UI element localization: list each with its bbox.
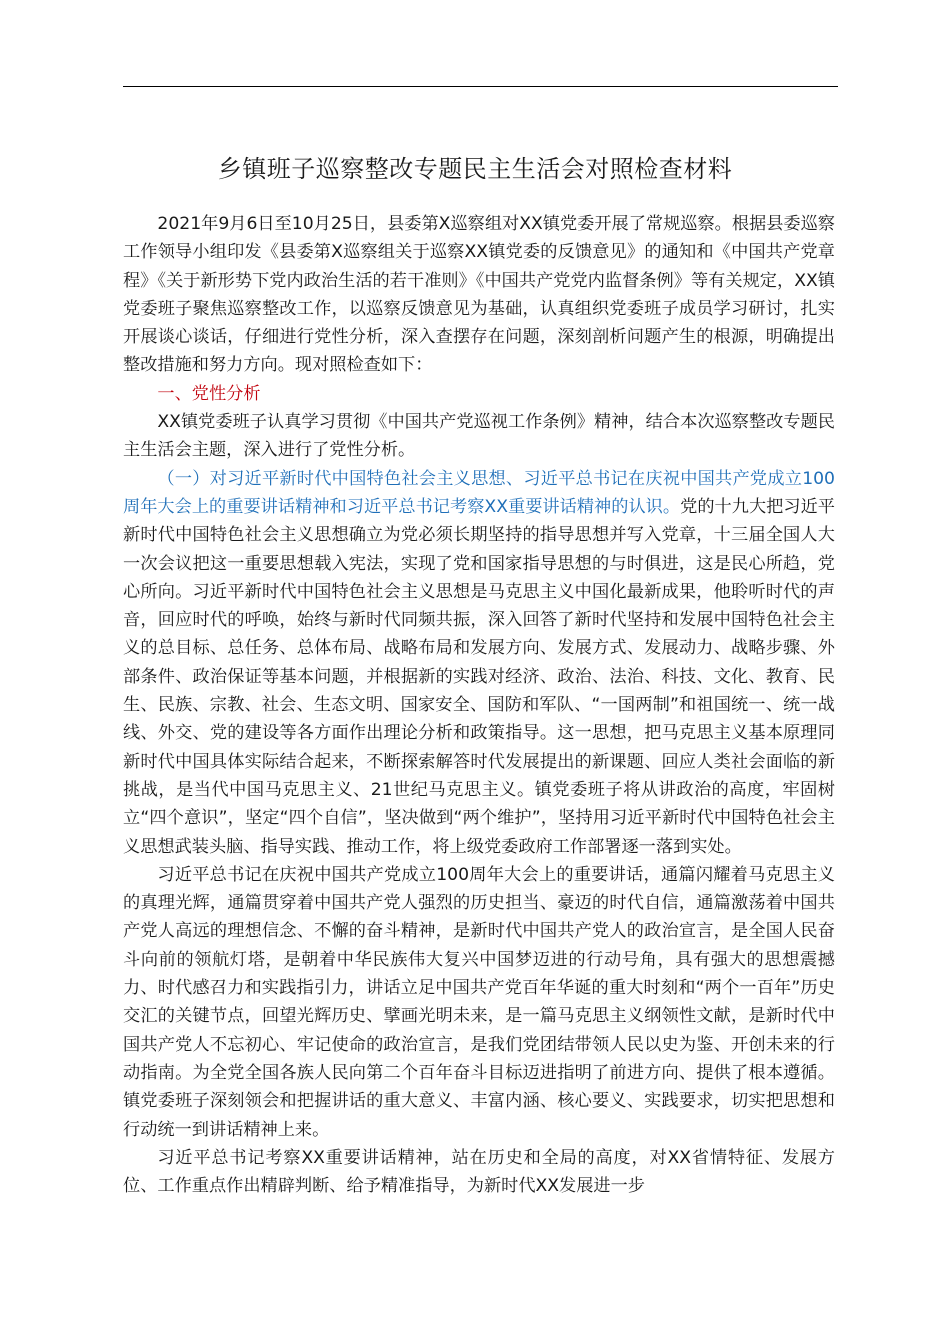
subsection-heading: （一）对习近平新时代中国特色社会主义思想、习近平总书记在庆祝中国共产党成立100周年大会上的重要讲话精神和习近平总书记考察XX重要讲话精神的认识。 — [123, 468, 835, 517]
document-title: 乡镇班子巡察整改专题民主生活会对照检查材料 — [217, 155, 733, 183]
subsection-paragraph — [123, 465, 835, 861]
section-intro-paragraph: XX镇党委班子认真学习贯彻《中国共产党巡视工作条例》精神，结合本次巡察整改专题民主生活会主题，深入进行了党性分析。 — [123, 412, 835, 461]
visit-paragraph: 习近平总书记考察XX重要讲话精神，站在历史和全局的高度，对XX省情特征、发展方位、工作重点作出精辟判断、给予精准指导，为新时代XX发展进一步 — [123, 1147, 835, 1197]
section-heading-party-analysis: 一、党性分析 — [157, 383, 261, 404]
subsection-body: 党的十九大把习近平新时代中国特色社会主义思想确立为党必须长期坚持的指导思想并写入党章，十三届全国人大一次会议把这一重要思想载入宪法，实现了党和国家指导思想的与时俱进，这是民心所趋，党心所向。习近平新时代中国特色社会主义思想是马克思主义中国化最新成果，他聆听时代的声音，回应时代的呼唤，始终与新时代同频共振，深入回答了新时代坚持和发展中国特色社会主义的总目标、总任务、总体布局、战略布局和发展方向、发展方式、发展动力、战略步骤、外部条件、政治保证等基本问题，并根据新的实践对经济、政治、法治、科技、文化、教育、民生、民族、宗教、社会、生态文明、国家安全、国防和军队、“一国两制”和祖国统一、统一战线、外交、党的建设等各方面作出理论分析和政策指导。这一思想，把马克思主义基本原理同新时代中国具体实际结合起来，不断探索解答时代发展提出的新课题、回应人类社会面临的新挑战，是当代中国马克思主义、21世纪马克思主义。镇党委班子将从讲政治的高度，牢固树立“四个意识”，坚定“四个自信”，坚决做到“两个维护”，坚持用习近平新时代中国特色社会主义思想武装头脑、指导实践、推动工作，将上级党委政府工作部署逐一落到实处。 — [123, 496, 835, 857]
speech-paragraph: 习近平总书记在庆祝中国共产党成立100周年大会上的重要讲话，通篇闪耀着马克思主义的真理光辉，通篇贯穿着中国共产党人强烈的历史担当、豪迈的时代自信，通篇激荡着中国共产党人高远的理想信念、不懈的奋斗精神，是新时代中国共产党人的政治宣言，是全国人民奋斗向前的领航灯塔，是朝着中华民族伟大复兴中国梦迈进的行动号角，具有强大的思想震撼力、时代感召力和实践指引力，讲话立足中国共产党百年华诞的重大时刻和“两个一百年”历史交汇的关键节点，回望光辉历史、擘画光明未来，是一篇马克思主义纲领性文献，是新时代中国共产党人不忘初心、牢记使命的政治宣言，是我们党团结带领人民以史为鉴、开创未来的行动指南。为全党全国各族人民向第二个百年奋斗目标迈进指明了前进方向、提供了根本遵循。镇党委班子深刻领会和把握讲话的重大意义、丰富内涵、核心要义、实践要求，切实把思想和行动统一到讲话精神上来。 — [123, 864, 835, 1140]
intro-paragraph: 2021年9月6日至10月25日，县委第X巡察组对XX镇党委开展了常规巡察。根据县委巡察工作领导小组印发《县委第X巡察组关于巡察XX镇党委的反馈意见》的通知和《中国共产党章程》《关于新形势下党内政治生活的若干准则》《中国共产党党内监督条例》等有关规定，XX镇党委班子聚焦巡察整改工作，以巡察反馈意见为基础，认真组织党委班子成员学习研讨，扎实开展谈心谈话，仔细进行党性分析，深入查摆存在问题，深刻剖析问题产生的根源，明确提出整改措施和努力方向。现对照检查如下： — [123, 214, 835, 376]
header-rule — [123, 86, 838, 87]
document-body — [123, 210, 835, 1200]
